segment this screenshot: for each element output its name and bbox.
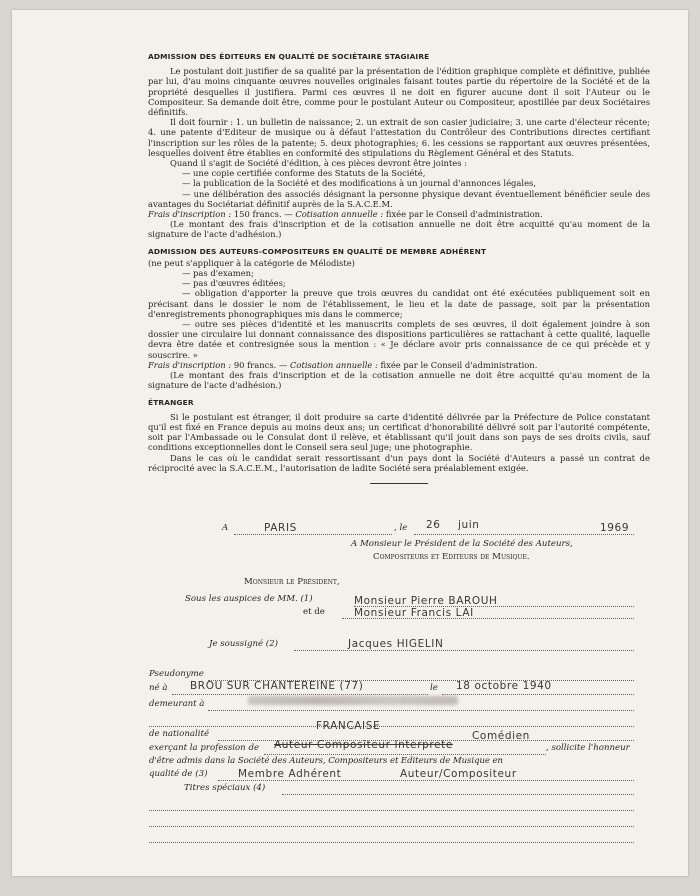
qualite-field-2[interactable]: Auteur/Compositeur	[400, 768, 517, 780]
list-item: — pas d'examen;	[182, 268, 254, 279]
profession-line	[264, 754, 546, 755]
address-line	[208, 710, 634, 711]
fees-line	[148, 209, 650, 219]
list-item: — pas d'œuvres éditées;	[182, 278, 286, 289]
applicant-name-line	[294, 650, 634, 651]
addressee-line-1: A Monsieur le Président de la Société des Auteurs,	[351, 539, 573, 549]
paragraph: Dans le cas où le candidat serait ressortissant d'un pays dont la Société d'Auteurs a passé un contrat de réciprocité avec la S.A.C.E.M., l'autorisation de ladite Société sera préalablement exigée.	[148, 452, 650, 473]
separator-rule	[370, 483, 428, 484]
month-field[interactable]: juin	[458, 519, 480, 531]
titres-line-4	[149, 842, 634, 843]
cotisation-label: Cotisation annuelle :	[295, 209, 384, 220]
paragraph: Quand il s'agit de Société d'édition, à ces pièces devront être jointes :	[170, 158, 468, 169]
birth-date-line	[442, 694, 634, 695]
birthplace-field[interactable]: BROU SUR CHANTEREINE (77)	[190, 680, 364, 692]
redacted-address	[248, 696, 458, 705]
cotisation-label: Cotisation annuelle :	[290, 359, 378, 370]
list-item: — une délibération des associés désignant la personne physique devant éventuellement bénéficier seule des avantages du Sociétariat définitif auprès de la S.A.C.E.M.	[148, 188, 650, 209]
ne-a-label: né à	[149, 683, 168, 693]
city-field-line	[234, 534, 392, 535]
profession-label: exerçant la profession de	[149, 743, 260, 753]
profession-added-field[interactable]: Comédien	[472, 730, 530, 742]
fees-note: (Le montant des frais d'inscription et de la cotisation annuelle ne doit être acquitté qu'au moment de la signature de l'acte d'adhésion.)	[148, 370, 650, 391]
a-label: A	[222, 523, 229, 533]
fees-label: Frais d'inscription :	[148, 359, 232, 370]
birthplace-line	[172, 694, 428, 695]
addressee-line-2: Compositeurs et Editeurs de Musique.	[373, 552, 530, 562]
qualite-field[interactable]: Membre Adhérent	[238, 768, 342, 780]
sollicite-text: , sollicite l'honneur	[546, 743, 630, 753]
qualite-line	[218, 780, 634, 781]
le-label: , le	[394, 523, 408, 533]
titres-line-1	[282, 794, 634, 795]
year-field[interactable]: 1969	[600, 522, 630, 534]
fees-value: 90 francs. —	[231, 359, 291, 370]
date-field-line	[414, 534, 634, 535]
list-item: — une copie certifiée conforme des Statuts de la Société,	[182, 168, 426, 179]
list-item: — outre ses pièces d'identité et les manuscrits complets de ses œuvres, il doit également joindre à son dossier une circulaire lui donnant connaissance des dispositions particulières se rattachant à cette qualité, laquelle devra être datée et contresignée sous la mention : « Je déclare avoir pris connaissance de ce qui précède et y souscrire. »	[148, 319, 650, 360]
sponsor1-field[interactable]: Monsieur Pierre BAROUH	[354, 595, 498, 607]
salutation: Monsieur le Président,	[244, 577, 340, 587]
document-page	[12, 10, 688, 876]
sponsor2-field[interactable]: Monsieur Francis LAI	[354, 607, 474, 619]
paragraph: Si le postulant est étranger, il doit produire sa carte d'identité délivrée par la Préfecture de Police constatant qu'il est fixé en France depuis au moins deux ans; un certificat d'honorabilité délivré soit par l'autorité compétente, soit par l'Ambassade ou le Consulat dont il relève, et établissant qu'il jouit dans son pays de ses droits civils, sauf conditions exceptionnelles dont le Conseil sera seul juge; une photographie.	[148, 411, 650, 453]
fees-value: 150 francs. —	[231, 209, 296, 220]
soussigne-label: Je soussigné (2)	[209, 639, 278, 649]
city-field[interactable]: PARIS	[264, 522, 297, 534]
paragraph: Il doit fournir : 1. un bulletin de naissance; 2. un extrait de son casier judiciaire; 3. une carte d'électeur récente; 4. une patente d'Editeur de musique ou à défaut l'attestation du Contrôleur des Contributions directes certifiant l'inscription sur les rôles de la patente; 5. deux photographies; 6. les cessions se rapportant aux œuvres présentées, lesquelles doivent être établies en conformité des stipulations du Règlement Général et des Statuts.	[148, 117, 650, 158]
list-item: — obligation d'apporter la preuve que trois œuvres du candidat ont été exécutées publiquement soit en précisant dans le dossier le nom de l'établissement, le lieu et la date de passage, soit par la présentation d'enregistrements phonographiques mis dans le commerce;	[148, 288, 650, 319]
paragraph: Le postulant doit justifier de sa qualité par la présentation de l'édition graphique complète et définitive, publiée par lui, d'au moins cinquante œuvres nouvelles originales faisant toutes partie du répertoire de la Société et de la propriété desquelles il justifiera. Parmi ces œuvres il ne doit en figurer aucune dont il soit l'Auteur ou le Compositeur. Sa demande doit être, comme pour le postulant Auteur ou Compositeur, apostillée par deux Sociétaires définitifs.	[148, 66, 650, 118]
et-de-label: et de	[303, 607, 325, 617]
list-item: — la publication de la Société et des modifications à un journal d'annonces légales,	[182, 178, 537, 189]
titres-label: Titres spéciaux (4)	[184, 783, 266, 793]
cotisation-value: fixée par le Conseil d'administration.	[377, 359, 538, 370]
section-subtitle: (ne peut s'appliquer à la catégorie de Mélodiste)	[148, 257, 355, 268]
applicant-name-field[interactable]: Jacques HIGELIN	[348, 638, 444, 650]
titres-line-3	[149, 826, 634, 827]
section-heading-editeurs: ADMISSION DES ÉDITEURS EN QUALITÉ DE SOCIÉTAIRE STAGIAIRE	[148, 52, 430, 61]
profession-struck-field[interactable]: Auteur Compositeur Interprete	[274, 739, 453, 751]
section-heading-compositeurs: ADMISSION DES AUTEURS-COMPOSITEURS EN QUALITÉ DE MEMBRE ADHÉRENT	[148, 246, 487, 256]
pseudonyme-label: Pseudonyme	[149, 669, 204, 679]
section-heading-etranger: ÉTRANGER	[148, 397, 194, 407]
titres-line-2	[149, 810, 634, 811]
address-line-2	[149, 726, 634, 727]
nationalite-label: de nationalité	[149, 729, 210, 739]
document-body	[148, 52, 650, 484]
fees-note: (Le montant des frais d'inscription et de la cotisation annuelle ne doit être acquitté qu'au moment de la signature de l'acte d'adhésion.)	[148, 219, 650, 240]
fees-label: Frais d'inscription :	[148, 209, 232, 220]
birth-date-field[interactable]: 18 octobre 1940	[456, 680, 552, 692]
day-field[interactable]: 26	[426, 519, 441, 531]
fees-line	[148, 360, 650, 370]
demeurant-label: demeurant à	[149, 699, 205, 709]
qualite-label: qualité de (3)	[149, 769, 208, 779]
auspices-label: Sous les auspices de MM. (1)	[185, 594, 313, 604]
admis-line: d'être admis dans la Société des Auteurs, Compositeurs et Editeurs de Musique en	[149, 756, 503, 766]
cotisation-value: fixée par le Conseil d'administration.	[383, 209, 543, 220]
nationality-field[interactable]: FRANCAISE	[316, 720, 381, 732]
birth-le-label: le	[430, 683, 438, 693]
